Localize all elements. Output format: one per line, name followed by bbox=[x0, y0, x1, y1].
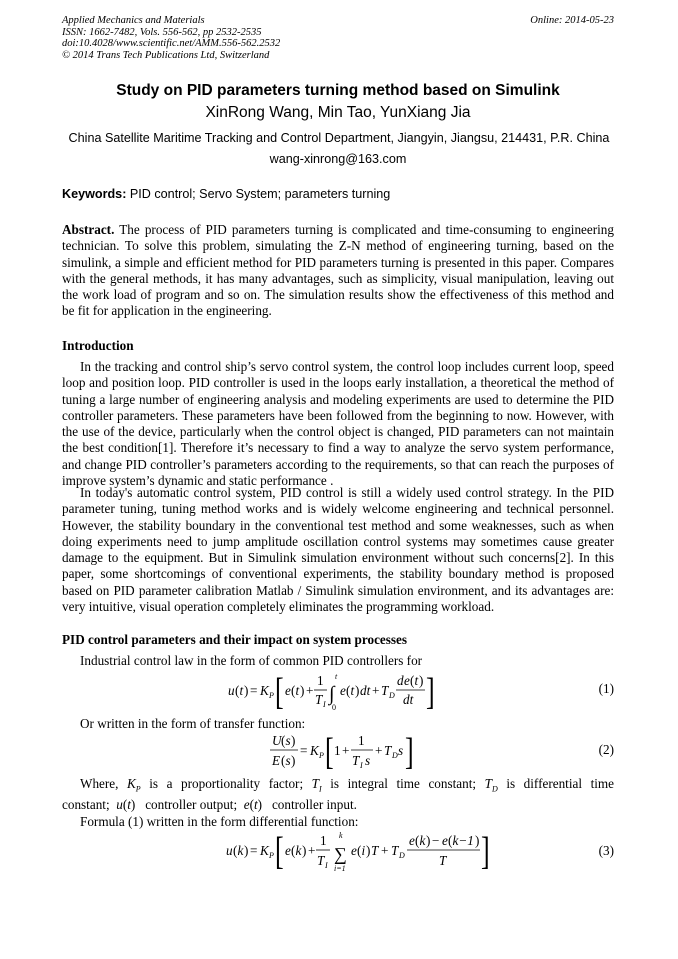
where-2a: constant; bbox=[62, 797, 110, 812]
eq2-T-den: T bbox=[352, 753, 360, 768]
eq1-K: K bbox=[260, 683, 269, 698]
eq1-e: e bbox=[285, 683, 291, 698]
equation-1 bbox=[228, 670, 438, 714]
eq1-eq: = bbox=[250, 683, 258, 698]
abstract bbox=[62, 222, 614, 320]
sym-T: T bbox=[311, 776, 320, 791]
where-line-2 bbox=[62, 797, 614, 813]
where-1c: is integral time constant; bbox=[330, 776, 477, 791]
eq3-num-k: k bbox=[419, 833, 426, 848]
control-law-intro: Industrial control law in the form of common PID controllers for bbox=[80, 653, 423, 668]
eq2-right-bracket: ] bbox=[405, 731, 414, 774]
eq3-rp3: ) bbox=[366, 843, 371, 858]
eq1-dt-den: dt bbox=[403, 692, 414, 707]
where-line-1 bbox=[62, 776, 614, 798]
eq2-rp2: ) bbox=[291, 753, 296, 768]
eq1-T-den: T bbox=[315, 692, 323, 707]
eq2-left-bracket: [ bbox=[325, 731, 334, 774]
eq2-eq: = bbox=[300, 743, 308, 758]
sym-lp: ( bbox=[122, 797, 128, 812]
journal-header bbox=[62, 15, 280, 61]
sym-lp2: ( bbox=[249, 797, 254, 812]
paper-affiliation: China Satellite Maritime Tracking and Control Department, Jiangyin, Jiangsu, 214431, P.R. China bbox=[68, 131, 610, 145]
eq3-sum-upper: k bbox=[339, 831, 343, 840]
online-date: Online: 2014-05-23 bbox=[530, 15, 614, 26]
eq1-lp3: ( bbox=[346, 683, 351, 698]
journal-name: Applied Mechanics and Materials bbox=[62, 15, 205, 26]
eq1-T2: T bbox=[381, 683, 389, 698]
eq3-num-minus: − bbox=[432, 833, 440, 848]
eq2-T2: T bbox=[384, 743, 392, 758]
eq3-lp: ( bbox=[233, 843, 238, 858]
eq1-P-sub: P bbox=[269, 691, 274, 700]
eq3-P-sub: P bbox=[269, 851, 274, 860]
keywords-label: Keywords: bbox=[62, 187, 127, 201]
abstract-label: Abstract. bbox=[62, 222, 115, 237]
eq2-lp: ( bbox=[281, 733, 286, 748]
introduction-heading: Introduction bbox=[62, 338, 134, 353]
eq1-I-sub: I bbox=[323, 700, 326, 709]
eq3-e2: e bbox=[351, 843, 357, 858]
eq1-t2: t bbox=[295, 683, 300, 698]
eq3-num-lp: ( bbox=[415, 833, 420, 848]
eq2-I-sub: I bbox=[360, 761, 363, 770]
sym-rp2: ) bbox=[257, 797, 263, 812]
eq3-I-sub: I bbox=[325, 861, 328, 870]
eq2-K: K bbox=[310, 743, 319, 758]
eq2-one: 1 bbox=[334, 743, 341, 758]
eq2-plus: + bbox=[342, 743, 350, 758]
eq1-t3: t bbox=[350, 683, 355, 698]
eq1-dt: dt bbox=[360, 683, 371, 698]
eq1-frac-num: 1 bbox=[317, 673, 324, 688]
eq3-left-bracket: [ bbox=[275, 829, 284, 874]
eq3-k: k bbox=[237, 843, 244, 858]
equation-3 bbox=[226, 829, 491, 875]
where-2b: controller output; bbox=[145, 797, 238, 812]
eq2-E: E bbox=[272, 753, 281, 768]
where-1b: is a proportionality factor; bbox=[149, 776, 304, 791]
abstract-text: The process of PID parameters turning is complicated and time-consuming to engineering technician. To solve this problem, simulating the Z-N method of engineering turning, based on the simulink, a simple and efficient method for PID parameters turning is presented in this paper. Compares with the general methods, it has many advantages, such as simplicity, visual manipulation, leaving out the work load of program and so on. The simulation results show the effectiveness of this method and be fit for application in the engineering. bbox=[62, 222, 614, 319]
copyright-line: © 2014 Trans Tech Publications Ltd, Switzerland bbox=[62, 49, 270, 61]
sym-t2: t bbox=[253, 797, 258, 812]
eq3-num-rp2: ) bbox=[475, 833, 480, 848]
sym-T2: T bbox=[484, 776, 492, 791]
eq2-frac-num: 1 bbox=[358, 733, 365, 748]
equation-2 bbox=[270, 730, 415, 774]
eq2-D-sub: D bbox=[392, 751, 398, 760]
keywords-text: PID control; Servo System; parameters turning bbox=[129, 187, 391, 201]
where-1d: is differential time bbox=[506, 776, 615, 791]
eq3-sum: ∑ bbox=[334, 844, 347, 864]
eq1-right-bracket: ] bbox=[426, 671, 435, 714]
eq1-D-sub: D bbox=[389, 691, 395, 700]
eq1-left-bracket: [ bbox=[275, 671, 284, 714]
eq1-lp: ( bbox=[235, 683, 240, 698]
eq1-de-e: e bbox=[404, 673, 410, 688]
eq1-rp3: ) bbox=[355, 683, 360, 698]
eq2-P-sub: P bbox=[319, 751, 324, 760]
sym-I-sub: I bbox=[319, 784, 322, 794]
eq3-T-den: T bbox=[317, 853, 325, 868]
eq3-u: u bbox=[226, 843, 233, 858]
eq3-right-bracket: ] bbox=[481, 829, 490, 874]
eq3-plus: + bbox=[308, 843, 316, 858]
eq3-eq: = bbox=[250, 843, 258, 858]
eq2-U: U bbox=[272, 733, 282, 748]
difference-function-intro: Formula (1) written in the form differential function: bbox=[80, 814, 359, 829]
eq3-sum-lower: i=1 bbox=[334, 864, 346, 873]
where-2c: controller input. bbox=[271, 797, 357, 812]
eq1-rp2: ) bbox=[300, 683, 305, 698]
eq1-int-upper: t bbox=[335, 672, 338, 681]
eq3-D-sub: D bbox=[399, 851, 405, 860]
sym-K: K bbox=[127, 776, 136, 791]
transfer-function-intro: Or written in the form of transfer function: bbox=[80, 716, 306, 731]
introduction-paragraph-1: In the tracking and control ship’s servo control system, the control loop includes current loop, speed loop and position loop. PID controller is used in the loops early installation, a theoretical the method of tuning a large number of engineering analysis and modeling experiments are used to determine the PID controller parameters. These parameters have been followed from the beginning to now. However, with the use of the device, particularly when the control object is changed, PID parameters can not maintain the best condition[1]. Therefore it’s necessary to find a way to analyze the servo system performance, and change PID controller’s parameters according to the requirements, so that can reach the purposes of improve system’s dynamic and static performance . bbox=[62, 359, 614, 489]
eq2-s: s bbox=[285, 733, 291, 748]
introduction-paragraph-2: In today's automatic control system, PID control is still a widely used control strategy. In the PID parameter tuning, tuning method works and is widely welcome engineering and technical personnel. However, the stability boundary in the conventional test method and some weaknesses, such as when doing experiments need to jump amplitude oscillation control systems may sometimes cause greater damage to the equipment. But in Simulink simulation environment without such concerns[2]. In this paper, some shortcomings of conventional experiments, the stability boundary method is proposed based on PID parameter calibration Matlab / Simulink simulation environment, and its advantages are: very intuitive, visual operation completely eliminates the programming workload. bbox=[62, 485, 614, 615]
eq2-plus2: + bbox=[375, 743, 383, 758]
equation-1-number: (1) bbox=[598, 681, 614, 696]
sym-e: e bbox=[243, 797, 250, 812]
eq1-rp: ) bbox=[244, 683, 249, 698]
sym-rp: ) bbox=[130, 797, 136, 812]
eq3-frac-num: 1 bbox=[320, 833, 327, 848]
eq3-K: K bbox=[260, 843, 269, 858]
eq1-int-lower: 0 bbox=[332, 703, 336, 712]
eq3-rp: ) bbox=[244, 843, 249, 858]
author-email[interactable]: wang-xinrong@163.com bbox=[269, 152, 407, 166]
eq1-integral: ∫ bbox=[329, 683, 335, 705]
sym-u: u bbox=[116, 797, 123, 812]
eq2-rp: ) bbox=[291, 733, 296, 748]
eq1-plus: + bbox=[306, 683, 314, 698]
eq3-i: i bbox=[361, 843, 366, 858]
sym-P-sub: P bbox=[135, 784, 141, 794]
eq2-s3: s bbox=[398, 743, 404, 758]
eq3-T: T bbox=[371, 843, 379, 858]
eq1-plus2: + bbox=[372, 683, 380, 698]
eq3-num-lp2: ( bbox=[448, 833, 453, 848]
sym-D-sub: D bbox=[491, 784, 498, 794]
doi-line: doi:10.4028/www.scientific.net/AMM.556-562.2532 bbox=[62, 38, 281, 49]
where-1a: Where, bbox=[80, 776, 119, 791]
eq1-de-d: d bbox=[397, 673, 404, 688]
eq2-s-den: s bbox=[365, 753, 371, 768]
paper-authors: XinRong Wang, Min Tao, YunXiang Jia bbox=[205, 104, 471, 121]
issn-line: ISSN: 1662-7482, Vols. 556-562, pp 2532-2535 bbox=[62, 26, 262, 38]
eq3-rp2: ) bbox=[302, 843, 307, 858]
equation-3-number: (3) bbox=[598, 843, 614, 858]
eq1-de-rp: ) bbox=[419, 673, 424, 688]
eq3-k2: k bbox=[295, 843, 302, 858]
eq3-lp2: ( bbox=[291, 843, 296, 858]
eq3-num-k1: k−1 bbox=[452, 833, 474, 848]
eq2-lp2: ( bbox=[281, 753, 286, 768]
eq1-u: u bbox=[228, 683, 235, 698]
eq3-den-T: T bbox=[439, 853, 447, 868]
eq3-num-rp: ) bbox=[426, 833, 431, 848]
paper-title: Study on PID parameters turning method based on Simulink bbox=[116, 82, 560, 99]
eq3-num-e2: e bbox=[442, 833, 448, 848]
eq3-num-e: e bbox=[409, 833, 415, 848]
eq3-plus2: + bbox=[381, 843, 389, 858]
eq3-lp3: ( bbox=[357, 843, 362, 858]
equation-2-number: (2) bbox=[598, 742, 614, 757]
eq1-de-t: t bbox=[414, 673, 419, 688]
pid-section-heading: PID control parameters and their impact on system processes bbox=[62, 632, 408, 647]
eq2-s2: s bbox=[285, 753, 291, 768]
keywords-line bbox=[62, 187, 390, 201]
eq1-de-lp: ( bbox=[410, 673, 415, 688]
eq1-t: t bbox=[239, 683, 244, 698]
eq3-e: e bbox=[285, 843, 291, 858]
sym-t: t bbox=[127, 797, 131, 812]
eq1-lp2: ( bbox=[291, 683, 296, 698]
eq1-e3: e bbox=[340, 683, 346, 698]
eq3-T2: T bbox=[391, 843, 399, 858]
